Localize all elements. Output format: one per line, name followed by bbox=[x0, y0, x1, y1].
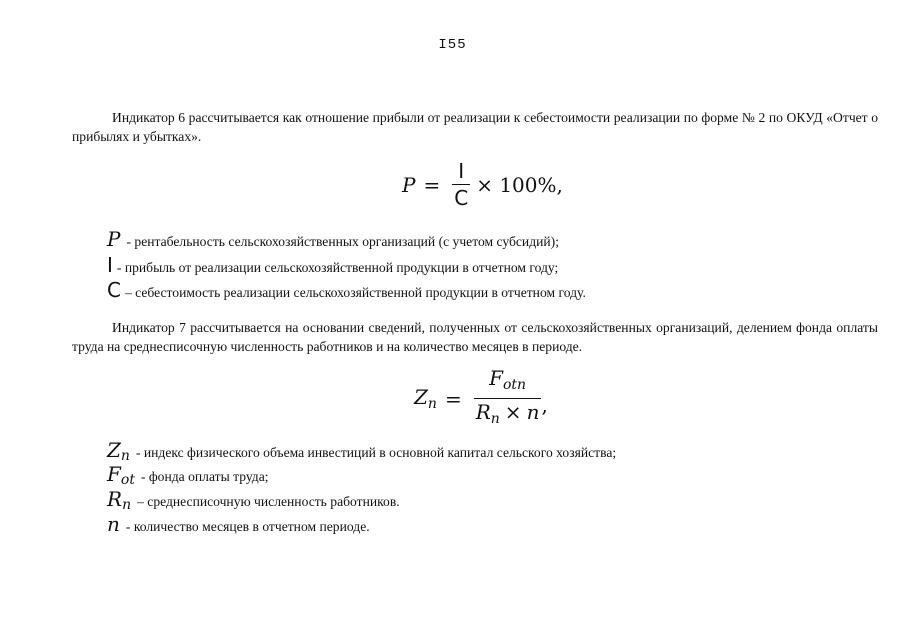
definition-symbol: n bbox=[107, 512, 120, 536]
definition-c bbox=[107, 278, 586, 305]
definition-text: - рентабельность сельскохозяйственных организаций (с учетом субсидий); bbox=[126, 234, 559, 249]
paragraph-indicator-6: Индикатор 6 рассчитывается как отношение прибыли от реализации к себестоимости реализации по форме № 2 по ОКУД «Отчет о прибылях и убытках». bbox=[72, 110, 878, 144]
formula-den-r-subscript: n bbox=[490, 411, 500, 427]
formula-fraction bbox=[474, 367, 542, 430]
formula-numerator bbox=[487, 367, 528, 398]
formula-profitability bbox=[402, 160, 563, 209]
formula-den-n: n bbox=[526, 400, 540, 424]
definition-text: – себестоимость реализации сельскохозяйственной продукции в отчетном году. bbox=[124, 285, 586, 300]
formula-tail: × 100%, bbox=[476, 172, 563, 197]
formula-den-r: R bbox=[475, 400, 491, 424]
definition-n bbox=[107, 512, 370, 539]
page-number: I55 bbox=[438, 37, 467, 53]
formula-lhs-symbol: Z bbox=[414, 385, 428, 409]
definition-text: - прибыль от реализации сельскохозяйственной продукции в отчетном году; bbox=[116, 260, 559, 275]
formula-fraction bbox=[452, 160, 470, 209]
definition-symbol-subscript: n bbox=[120, 448, 130, 464]
formula-tail: , bbox=[541, 392, 548, 417]
formula-lhs bbox=[414, 385, 437, 412]
formula-lhs: P bbox=[402, 172, 416, 197]
definition-symbol: I bbox=[107, 253, 113, 277]
formula-wage bbox=[414, 367, 548, 430]
formula-denominator bbox=[474, 398, 542, 430]
definition-i bbox=[107, 253, 558, 280]
definition-text: - фонда оплаты труда; bbox=[140, 469, 269, 484]
definition-symbol-main: F bbox=[107, 462, 121, 486]
paragraph-indicator-7: Индикатор 7 рассчитывается на основании сведений, полученных от сельскохозяйственных организаций, делением фонда оплаты труда на среднесписочную численность работников и на количество месяцев в периоде. bbox=[72, 320, 878, 354]
definition-symbol-main: R bbox=[107, 487, 123, 511]
formula-lhs-subscript: n bbox=[427, 396, 437, 412]
formula-numerator: I bbox=[458, 159, 465, 183]
definition-symbol: C bbox=[107, 278, 121, 302]
definition-symbol-main: Z bbox=[107, 438, 121, 462]
definition-symbol-subscript: n bbox=[122, 497, 132, 513]
formula-denominator: C bbox=[454, 186, 469, 210]
formula-numerator-subscript: otn bbox=[502, 377, 527, 393]
definition-text: - количество месяцев в отчетном периоде. bbox=[125, 519, 370, 534]
definition-symbol: P bbox=[107, 227, 121, 251]
formula-equals: = bbox=[444, 386, 462, 411]
definition-symbol-subscript: ot bbox=[120, 472, 135, 488]
formula-numerator-symbol: F bbox=[489, 366, 503, 390]
definition-p bbox=[107, 227, 559, 254]
definition-text: – среднесписочную численность работников. bbox=[137, 494, 400, 509]
definition-text: - индекс физического объема инвестиций в основной капитал сельского хозяйства; bbox=[135, 445, 617, 460]
formula-equals: = bbox=[423, 172, 441, 197]
formula-den-times: × bbox=[504, 400, 522, 424]
